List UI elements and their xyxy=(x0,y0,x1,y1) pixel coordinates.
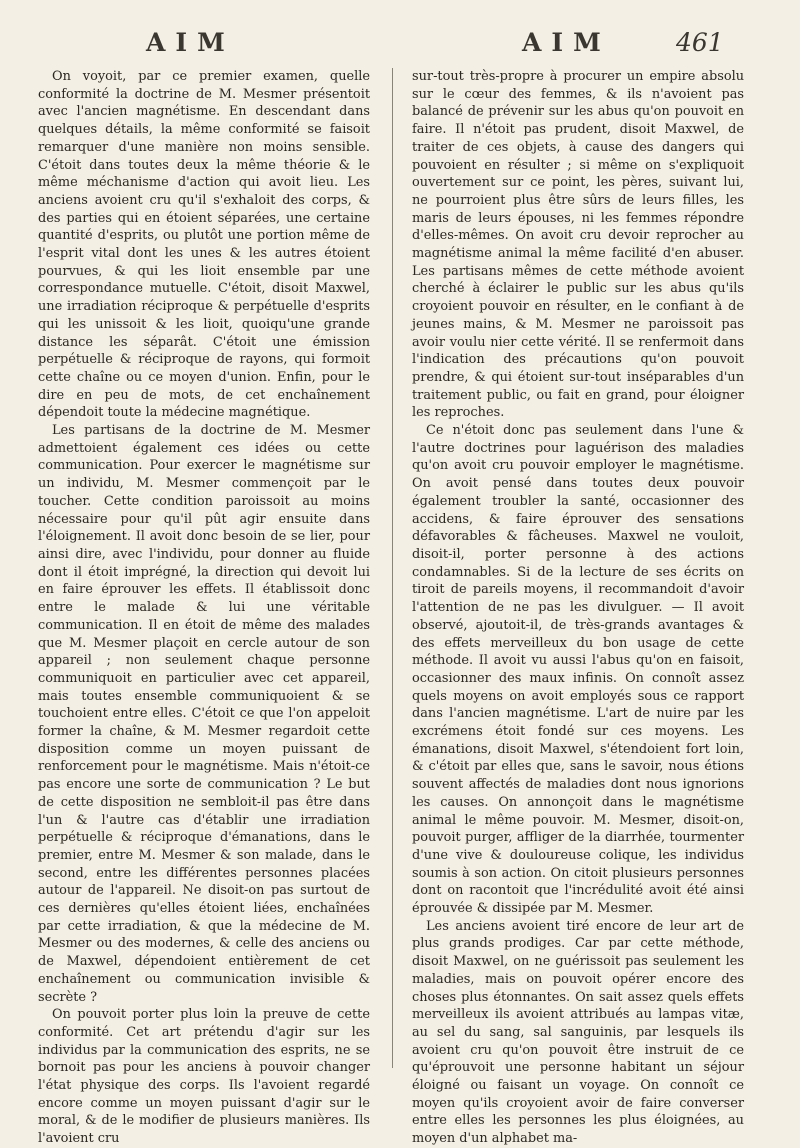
paragraph: sur-tout très-propre à procurer un empire absolu sur le cœur des femmes, & ils n'avoient pas balancé de prévenir sur les abus qu'on pouvoit en faire. Il n'étoit pas prudent, disoit Maxwel, de traiter de ces objets, à cause des dangers qui pouvoient en résulter ; si même on s'expliquoit ouvertement sur ce point, les pères, suivant lui, ne pourroient plus être sûrs de leurs filles, les maris de leurs épouses, ni les femmes répondre d'elles-mêmes. On avoit cru devoir reprocher au magnétisme animal la même facilité d'en abuser. Les partisans mêmes de cette méthode avoient cherché à éclairer le public sur les abus qu'ils croyoient pouvoir en résulter, en le confiant à de jeunes mains, & M. Mesmer ne paroissoit pas avoir voulu nier cette vérité. Il se renfermoit dans l'indication des précautions qu'on pouvoit prendre, & qui étoient sur-tout inséparables d'un traitement public, ou fait en grand, pour éloigner les reproches. xyxy=(412,69,744,421)
paragraph: Les anciens avoient tiré encore de leur art de plus grands prodiges. Car par cette méthode, disoit Maxwel, on ne guérissoit pas seulement les maladies, mais on pouvoit opérer encore des choses plus étonnantes. On sait assez quels effets merveilleux ils avoient attribués au lampas vitæ, au sel du sang, sal sanguinis, par lesquels ils avoient cru qu'on pouvoit être instruit de ce qu'éprouvoit une personne habitant un séjour éloigné ou faisant un voyage. On connoît ce moyen qu'ils croyoient avoir de faire converser entre elles les personnes les plus éloignées, au moyen d'un alphabet ma- xyxy=(412,918,744,1147)
paragraph: Ce n'étoit donc pas seulement dans l'une & l'autre doctrines pour laguérison des maladies qu'on avoit cru pouvoir employer le magnétisme. On avoit pensé dans toutes deux pouvoir également troubler la santé, occasionner des accidens, & faire éprouver des sensations défavorables & fâcheuses. Maxwel ne vouloit, disoit-il, porter personne à des actions condamnables. Si de la lecture de ses écrits on tiroit de pareils moyens, il recommandoit d'avoir l'attention de ne pas les divulguer. — Il avoit observé, ajoutoit-il, de très-grands avantages & des effets merveilleux du bon usage de cette méthode. Il avoit vu aussi l'abus qu'on en faisoit, occasionner des maux infinis. On connoît assez quels moyens on avoit employés sous ce rapport dans l'ancien magnétisme. L'art de nuire par les excrémens étoit fondé sur ces moyens. Les émanations, disoit Maxwel, s'étendoient fort loin, & c'étoit par elles que, sans le savoir, nous étions souvent affectés de maladies dont nous ignorions les causes. On annonçoit dans le magnétisme animal le même pouvoir. M. Mesmer, disoit-on, pouvoit purger, affliger de la diarrhée, tourmenter d'une vive & douloureuse colique, les individus soumis à son action. On citoit plusieurs personnes dont on racontoit que l'incrédulité avoit été ainsi éprouvée & dissipée par M. Mesmer. xyxy=(412,423,744,917)
column-rule xyxy=(392,68,393,1068)
running-head-left: AIM xyxy=(146,28,235,57)
running-head-right: AIM xyxy=(522,28,611,57)
left-column xyxy=(38,68,370,1147)
page-number: 461 xyxy=(676,28,724,57)
paragraph: Les partisans de la doctrine de M. Mesmer admettoient également ces idées ou cette communication. Pour exercer le magnétisme sur un individu, M. Mesmer commençoit par le toucher. Cette condition paroissoit au moins nécessaire pour qu'il pût agir ensuite dans l'éloignement. Il avoit donc besoin de se lier, pour ainsi dire, avec l'individu, pour donner au fluide dont il étoit imprégné, la direction qui devoit lui en faire éprouver les effets. Il établissoit donc entre le malade & lui une véritable communication. Il en étoit de même des malades que M. Mesmer plaçoit en cercle autour de son appareil ; non seulement chaque personne communiquoit en particulier avec cet appareil, mais toutes ensemble communiquoient & se touchoient entre elles. C'étoit ce que l'on appeloit former la chaîne, & M. Mesmer regardoit cette disposition comme un moyen puissant de renforcement pour le magnétisme. Mais n'étoit-ce pas encore une sorte de communication ? Le but de cette disposition ne sembloit-il pas être dans l'un & l'autre cas d'établir une irradiation perpétuelle & réciproque d'émanations, dans le premier, entre M. Mesmer & son malade, dans le second, entre les différentes personnes placées autour de l'appareil. Ne disoit-on pas surtout de ces dernières qu'elles étoient liées, enchaînées par cette irradiation, & que la médecine de M. Mesmer ou des modernes, & celle des anciens ou de Maxwel, dépendoient entièrement de cet enchaînement ou communication invisible & secrète ? xyxy=(38,423,370,1005)
paragraph: On pouvoit porter plus loin la preuve de cette conformité. Cet art prétendu d'agir sur les individus par la communication des esprits, ne se bornoit pas pour les anciens à pouvoir changer l'état physique des corps. Ils l'avoient regardé encore comme un moyen puissant d'agir sur le moral, & de le modifier de plusieurs manières. Ils l'avoient cru xyxy=(38,1007,370,1147)
paragraph: On voyoit, par ce premier examen, quelle conformité la doctrine de M. Mesmer présentoit avec l'ancien magnétisme. En descendant dans quelques détails, la même conformité se faisoit remarquer d'une manière non moins sensible. C'étoit dans toutes deux la même théorie & le même méchanisme d'action qui avoit lieu. Les anciens avoient cru qu'il s'exhaloit des corps, & des parties qui en étoient séparées, une certaine quantité d'esprits, ou plutôt une portion même de l'esprit vital dont les unes & les autres étoient pourvues, & qui les lioit ensemble par une correspondance mutuelle. C'étoit, disoit Maxwel, une irradiation réciproque & perpétuelle d'esprits qui les unissoit & les lioit, quoiqu'une grande distance les séparât. C'étoit une émission perpétuelle & réciproque de rayons, qui formoit cette chaîne ou ce moyen d'union. Enfin, pour le dire en peu de mots, de cet enchaînement dépendoit toute la médecine magnétique. xyxy=(38,69,370,421)
right-column xyxy=(412,68,744,1147)
